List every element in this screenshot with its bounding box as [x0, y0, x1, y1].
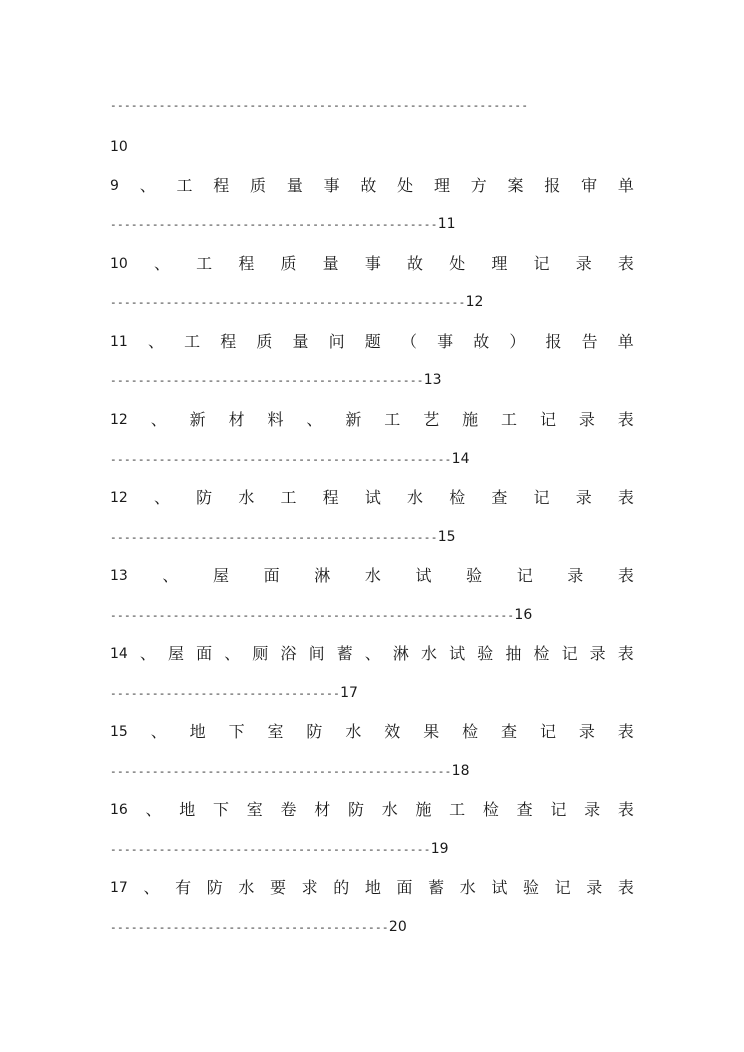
entry-title-char: 处 — [397, 176, 414, 195]
entry-title-char: 、 — [306, 410, 323, 429]
entry-title-char: 施 — [462, 410, 479, 429]
entry-title-char: 故 — [360, 176, 377, 195]
entry-title-char: 面 — [263, 566, 280, 585]
entry-title-char: 防 — [306, 722, 323, 741]
leader-dashes: --------------------------------- — [110, 687, 341, 700]
entry-title-char: 表 — [617, 722, 634, 741]
entry-title-char: 表 — [617, 254, 634, 273]
toc-entry-title[interactable] — [110, 486, 634, 510]
entry-title-char: 表 — [617, 566, 634, 585]
entry-number: 16 — [110, 802, 128, 818]
entry-title-char: 淋 — [314, 566, 331, 585]
entry-title-char: 、 — [147, 332, 164, 351]
entry-title-char: 验 — [466, 566, 483, 585]
toc-entry-leader — [110, 212, 456, 236]
entry-number: 12 — [110, 412, 128, 428]
entry-title-char: 检 — [449, 488, 466, 507]
entry-title-char: 录 — [578, 410, 595, 429]
entry-title-char: 水 — [364, 566, 381, 585]
page-number: 14 — [451, 451, 470, 467]
entry-title-char: 要 — [269, 878, 286, 897]
page-number: 20 — [388, 919, 407, 935]
entry-title-char: 程 — [322, 488, 339, 507]
entry-title-char: （ — [400, 332, 417, 351]
entry-title-char: 查 — [491, 488, 508, 507]
entry-title-char: 验 — [522, 878, 539, 897]
entry-title-char: 事 — [323, 176, 340, 195]
entry-title-char: 记 — [550, 800, 567, 819]
entry-title-char: 试 — [364, 488, 381, 507]
entry-title-char: 、 — [364, 644, 381, 663]
entry-title-char: 故 — [407, 254, 424, 273]
leader-dashes: ----------------------------------------------- — [110, 218, 438, 231]
toc-entry-leader — [110, 447, 469, 471]
entry-title-char: 程 — [213, 176, 230, 195]
entry-title-char: 表 — [617, 800, 634, 819]
entry-title-char: 告 — [581, 332, 598, 351]
entry-title-char: 抽 — [505, 644, 522, 663]
entry-title-char: 表 — [617, 488, 634, 507]
entry-title-char: 录 — [575, 488, 592, 507]
entry-title-char: 录 — [567, 566, 584, 585]
entry-number: 12 — [110, 490, 128, 506]
entry-title-char: 、 — [143, 878, 160, 897]
toc-entry-title[interactable] — [110, 564, 634, 588]
entry-title-char: 问 — [328, 332, 345, 351]
entry-title-char: 验 — [477, 644, 494, 663]
entry-title-char: 厕 — [252, 644, 269, 663]
entry-title-char: 质 — [256, 332, 273, 351]
leader-dashes: ------------------------------------------------- — [110, 765, 452, 778]
entry-title-char: 事 — [437, 332, 454, 351]
entry-title-char: 、 — [153, 254, 170, 273]
entry-title-char: 审 — [581, 176, 598, 195]
entry-title-char: 间 — [308, 644, 325, 663]
entry-title-char: 淋 — [392, 644, 409, 663]
toc-entry-leader — [110, 290, 483, 314]
entry-title-char: 试 — [415, 566, 432, 585]
entry-title-char: 记 — [516, 566, 533, 585]
entry-title-char: 表 — [617, 410, 634, 429]
entry-title-char: 施 — [415, 800, 432, 819]
entry-title-char: 、 — [139, 644, 156, 663]
entry-title-char: 量 — [292, 332, 309, 351]
toc-entry-leader — [110, 837, 449, 861]
page-number: 13 — [423, 372, 442, 388]
entry-title-char: 浴 — [280, 644, 297, 663]
entry-title-char: 水 — [459, 878, 476, 897]
entry-title-char: 屋 — [168, 644, 185, 663]
leader-dashes: ------------------------------------------------------------ — [110, 99, 529, 112]
entry-title-char: 水 — [381, 800, 398, 819]
toc-entry-title[interactable] — [110, 408, 634, 432]
entry-number: 14 — [110, 646, 128, 662]
entry-title-char: 的 — [333, 878, 350, 897]
leader-dashes: ----------------------------------------------- — [110, 531, 438, 544]
entry-title-char: 、 — [139, 176, 156, 195]
entry-number: 11 — [110, 334, 128, 350]
entry-title-char: 量 — [322, 254, 339, 273]
entry-title-char: 室 — [267, 722, 284, 741]
entry-title-char: 录 — [578, 722, 595, 741]
entry-title-char: 录 — [589, 644, 606, 663]
entry-title-char: 单 — [617, 176, 634, 195]
entry-title-char: 面 — [196, 644, 213, 663]
entry-title-char: 水 — [345, 722, 362, 741]
entry-title-char: 报 — [544, 176, 561, 195]
entry-title-char: 、 — [162, 566, 179, 585]
entry-title-char: 记 — [533, 254, 550, 273]
entry-title-char: 工 — [384, 410, 401, 429]
entry-title-char: 表 — [617, 878, 634, 897]
entry-title-char: 工 — [449, 800, 466, 819]
entry-title-char: 故 — [473, 332, 490, 351]
toc-entry-leader — [110, 759, 469, 783]
entry-title-char: 理 — [491, 254, 508, 273]
toc-entry-title[interactable] — [110, 174, 634, 198]
entry-title-char: 、 — [150, 722, 167, 741]
entry-title-char: 记 — [539, 410, 556, 429]
entry-title-char: 、 — [153, 488, 170, 507]
entry-title-char: 工 — [196, 254, 213, 273]
entry-title-char: 方 — [470, 176, 487, 195]
entry-number: 13 — [110, 568, 128, 584]
toc-entry-leader — [110, 525, 456, 549]
entry-title-char: 下 — [228, 722, 245, 741]
entry-title-char: 蓄 — [336, 644, 353, 663]
entry-title-char: 工 — [184, 332, 201, 351]
page-number: 12 — [465, 294, 484, 310]
entry-title-char: 处 — [449, 254, 466, 273]
toc-entry-leader — [110, 681, 358, 705]
entry-title-char: 事 — [364, 254, 381, 273]
entry-title-char: 果 — [423, 722, 440, 741]
entry-title-char: 艺 — [423, 410, 440, 429]
entry-title-char: 地 — [189, 722, 206, 741]
entry-title-char: 蓄 — [428, 878, 445, 897]
entry-title-char: 水 — [421, 644, 438, 663]
entry-title-char: 效 — [384, 722, 401, 741]
entry-title-char: 程 — [220, 332, 237, 351]
entry-title-char: 、 — [224, 644, 241, 663]
page-number: 17 — [340, 685, 358, 701]
toc-entry-title[interactable] — [110, 720, 634, 744]
entry-title-char: 录 — [586, 878, 603, 897]
page-number: 19 — [430, 841, 449, 857]
entry-title-char: 工 — [501, 410, 518, 429]
entry-title-char: 单 — [617, 332, 634, 351]
toc-entry-title[interactable] — [110, 252, 634, 276]
entry-title-char: 表 — [617, 644, 634, 663]
entry-title-char: 水 — [407, 488, 424, 507]
toc-entry-title[interactable] — [110, 330, 634, 354]
page-number: 11 — [437, 216, 456, 232]
toc-entry-leader — [110, 603, 532, 627]
entry-title-char: 、 — [150, 410, 167, 429]
entry-title-char: 记 — [561, 644, 578, 663]
entry-title-char: 录 — [575, 254, 592, 273]
entry-title-char: 记 — [539, 722, 556, 741]
entry-title-char: 记 — [533, 488, 550, 507]
entry-title-char: 有 — [175, 878, 192, 897]
entry-title-char: ） — [509, 332, 526, 351]
leader-dashes: ---------------------------------------------------------- — [110, 609, 515, 622]
entry-title-char: 水 — [238, 488, 255, 507]
entry-title-char: 案 — [507, 176, 524, 195]
entry-title-char: 材 — [228, 410, 245, 429]
entry-title-char: 录 — [584, 800, 601, 819]
entry-title-char: 新 — [189, 410, 206, 429]
entry-title-char: 查 — [501, 722, 518, 741]
entry-title-char: 查 — [516, 800, 533, 819]
entry-title-char: 室 — [246, 800, 263, 819]
entry-title-char: 试 — [491, 878, 508, 897]
entry-title-char: 新 — [345, 410, 362, 429]
entry-title-char: 检 — [533, 644, 550, 663]
leader-dashes: --------------------------------------------------- — [110, 296, 466, 309]
entry-title-char: 工 — [280, 488, 297, 507]
entry-title-char: 求 — [301, 878, 318, 897]
entry-title-char: 防 — [206, 878, 223, 897]
leader-dashes: ---------------------------------------- — [110, 921, 389, 934]
page-number: 16 — [514, 607, 533, 623]
toc-entry-title[interactable] — [110, 876, 634, 900]
entry-title-char: 质 — [250, 176, 267, 195]
page-number: 15 — [437, 529, 456, 545]
toc-page-number-top — [110, 135, 128, 159]
entry-title-char: 检 — [462, 722, 479, 741]
entry-title-char: 面 — [396, 878, 413, 897]
entry-number: 9 — [110, 178, 119, 194]
toc-entry-title[interactable] — [110, 798, 634, 822]
entry-title-char: 卷 — [280, 800, 297, 819]
entry-title-char: 记 — [554, 878, 571, 897]
entry-title-char: 防 — [196, 488, 213, 507]
entry-title-char: 检 — [482, 800, 499, 819]
entry-title-char: 题 — [364, 332, 381, 351]
entry-title-char: 试 — [449, 644, 466, 663]
page-number: 18 — [451, 763, 470, 779]
entry-title-char: 下 — [213, 800, 230, 819]
entry-title-char: 质 — [280, 254, 297, 273]
toc-entry-leader — [110, 368, 442, 392]
entry-title-char: 、 — [145, 800, 162, 819]
entry-title-char: 屋 — [213, 566, 230, 585]
leader-dashes: --------------------------------------------- — [110, 374, 424, 387]
entry-title-char: 材 — [314, 800, 331, 819]
leader-dashes: ------------------------------------------------- — [110, 453, 452, 466]
entry-title-char: 防 — [347, 800, 364, 819]
toc-leader-top — [110, 94, 528, 118]
page-number: 10 — [110, 139, 128, 155]
entry-number: 10 — [110, 256, 128, 272]
leader-dashes: ---------------------------------------------- — [110, 843, 431, 856]
entry-number: 15 — [110, 724, 128, 740]
toc-entry-leader — [110, 915, 407, 939]
toc-entry-title[interactable] — [110, 642, 634, 666]
entry-title-char: 工 — [176, 176, 193, 195]
entry-title-char: 水 — [238, 878, 255, 897]
entry-title-char: 理 — [433, 176, 450, 195]
entry-title-char: 地 — [179, 800, 196, 819]
entry-number: 17 — [110, 880, 128, 896]
entry-title-char: 量 — [286, 176, 303, 195]
entry-title-char: 程 — [238, 254, 255, 273]
entry-title-char: 报 — [545, 332, 562, 351]
entry-title-char: 料 — [267, 410, 284, 429]
entry-title-char: 地 — [364, 878, 381, 897]
